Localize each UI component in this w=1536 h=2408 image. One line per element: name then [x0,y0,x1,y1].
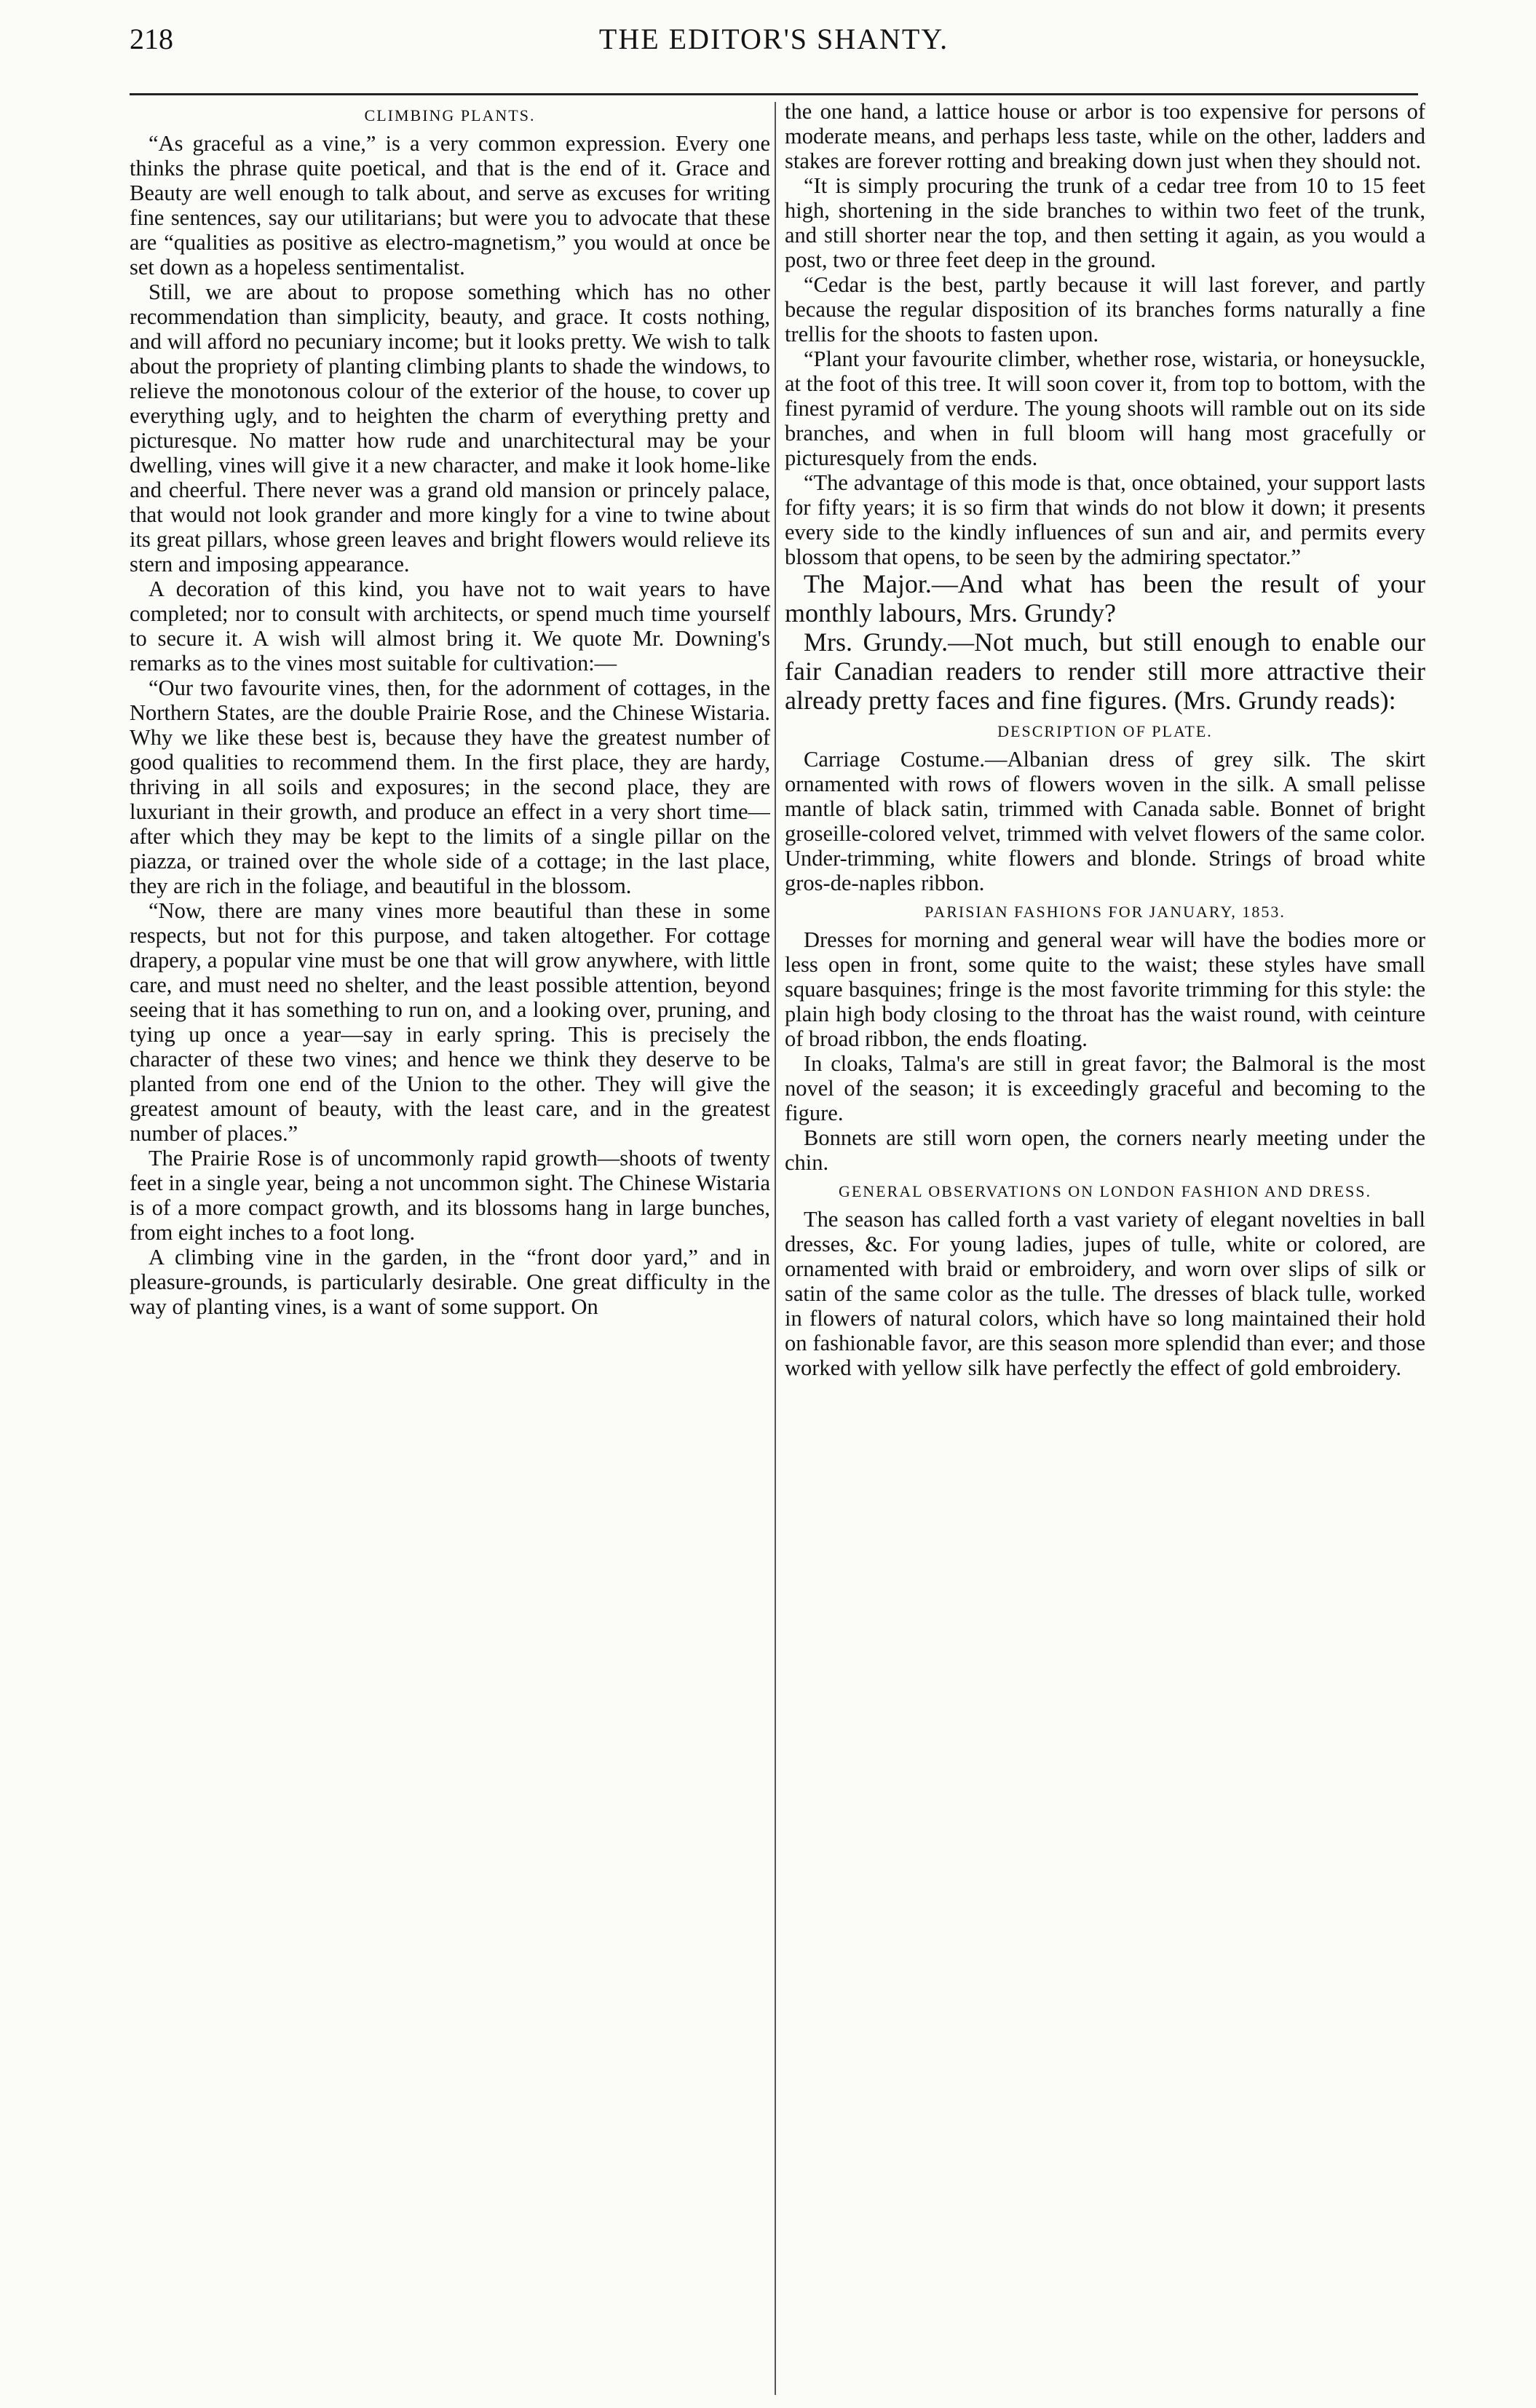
paragraph: “Our two favourite vines, then, for the adornment of cottages, in the Northern States, are the double Prairie Rose, and the Chinese Wistaria. Why we like these best is, because they have the greatest number of good qualities to recommend them. In the first place, they are hardy, thriving in all soils and exposures; in the second place, they are luxuriant in their growth, and produce an effect in a very short time—after which they may be kept to the limits of a single pillar on the piazza, or trained over the whole side of a cottage; in the last place, they are rich in the foliage, and beautiful in the blossom. [130,676,770,898]
paragraph: Dresses for morning and general wear will have the bodies more or less open in front, some quite to the waist; these styles have small square basquines; fringe is the most favorite trimming for this style: the plain high body closing to the throat has the waist round, with ceinture of broad ribbon, the ends floating. [785,927,1425,1051]
paragraph: A climbing vine in the garden, in the “front door yard,” and in pleasure-grounds, is particularly desirable. One great difficulty in the way of planting vines, is a want of some support. On [130,1245,770,1319]
right-column [785,99,1425,2399]
section-heading-london-fashion: GENERAL OBSERVATIONS ON LONDON FASHION AND DRESS. [838,1182,1372,1200]
paragraph: The season has called forth a vast variety of elegant novelties in ball dresses, &c. For young ladies, jupes of tulle, white or colored, are ornamented with braid or embroidery, and worn over slips of silk or satin of the same color as the tulle. The dresses of black tulle, worked in flowers of natural colors, which have so long maintained their hold on fashionable favor, are this season more splendid than ever; and those worked with yellow silk have perfectly the effect of gold embroidery. [785,1207,1425,1380]
paragraph: “The advantage of this mode is that, once obtained, your support lasts for fifty years; it is so firm that winds do not blow it down; it presents every side to the kindly influences of sun and air, and permits every blossom that opens, to be seen by the admiring spectator.” [785,470,1425,569]
page-number: 218 [130,23,173,55]
paragraph: Carriage Costume.—Albanian dress of grey silk. The skirt ornamented with rows of flowers woven in the silk. A small pelisse mantle of black satin, trimmed with Canada sable. Bonnet of bright groseille-colored velvet, trimmed with velvet flowers of the same color. Under-trimming, white flowers and blonde. Strings of broad white gros-de-naples ribbon. [785,747,1425,895]
paragraph: A decoration of this kind, you have not to wait years to have completed; nor to consult with architects, or spend much time yourself to secure it. A wish will almost bring it. We quote Mr. Downing's remarks as to the vines most suitable for cultivation:— [130,577,770,676]
paragraph: the one hand, a lattice house or arbor is too expensive for persons of moderate means, and perhaps less taste, while on the other, ladders and stakes are forever rotting and breaking down just when they should not. [785,99,1425,173]
dialogue-mrs-grundy: Mrs. Grundy.—Not much, but still enough to enable our fair Canadian readers to render still more attractive their already pretty faces and fine figures. (Mrs. Grundy reads): [785,627,1425,715]
dialogue-block [785,569,1425,715]
paragraph: “Now, there are many vines more beautiful than these in some respects, but not for this purpose, and taken altogether. For cottage drapery, a popular vine must be one that will grow anywhere, with little care, and must need no shelter, and the least possible attention, beyond seeing that it has something to run on, and a looking over, pruning, and tying up once a year—say in early spring. This is precisely the character of these two vines; and hence we think they deserve to be planted from one end of the Union to the other. They will give the greatest amount of beauty, with the least care, and in the greatest number of places.” [130,898,770,1146]
paragraph: The Prairie Rose is of uncommonly rapid growth—shoots of twenty feet in a single year, being a not uncommon sight. The Chinese Wistaria is of a more compact growth, and its blossoms hang in large bunches, from eight inches to a foot long. [130,1146,770,1245]
section-heading-climbing-plants: CLIMBING PLANTS. [364,106,536,124]
paragraph: “Cedar is the best, partly because it will last forever, and partly because the regular disposition of its branches forms naturally a fine trellis for the shoots to fasten upon. [785,272,1425,346]
paragraph: Still, we are about to propose something which has no other recommendation than simplicity, beauty, and grace. It costs nothing, and will afford no pecuniary income; but it looks pretty. We wish to talk about the propriety of planting climbing plants to shade the windows, to relieve the monotonous colour of the exterior of the house, to cover up everything ugly, and to heighten the charm of everything pretty and picturesque. No matter how rude and unarchitectural may be your dwelling, vines will give it a new character, and make it look home-like and cheerful. There never was a grand old mansion or princely palace, that would not look grander and more kingly for a vine to twine about its great pillars, whose green leaves and bright flowers would relieve its stern and imposing appearance. [130,280,770,577]
section-heading-parisian-fashions: PARISIAN FASHIONS FOR JANUARY, 1853. [925,903,1286,921]
running-title: THE EDITOR'S SHANTY. [598,23,949,55]
paragraph: In cloaks, Talma's are still in great favor; the Balmoral is the most novel of the season; it is exceedingly graceful and becoming to the figure. [785,1051,1425,1125]
left-column [130,99,770,2399]
paragraph: “As graceful as a vine,” is a very common expression. Every one thinks the phrase quite poetical, and that is the end of it. Grace and Beauty are well enough to talk about, and serve as excuses for writing fine sentences, say our utilitarians; but were you to advocate that these are “qualities as positive as electro-magnetism,” you would at once be set down as a hopeless sentimentalist. [130,131,770,280]
paragraph: Bonnets are still worn open, the corners nearly meeting under the chin. [785,1125,1425,1175]
page-header [130,22,1418,66]
paragraph: “It is simply procuring the trunk of a cedar tree from 10 to 15 feet high, shortening in the side branches to within two feet of the trunk, and still shorter near the top, and then setting it again, as you would a post, two or three feet deep in the ground. [785,173,1425,272]
header-rule [130,93,1418,95]
section-heading-plate: DESCRIPTION OF PLATE. [997,722,1213,740]
dialogue-major: The Major.—And what has been the result of your monthly labours, Mrs. Grundy? [785,569,1425,627]
column-divider [775,102,776,2395]
paragraph: “Plant your favourite climber, whether rose, wistaria, or honeysuckle, at the foot of this tree. It will soon cover it, from top to bottom, with the finest pyramid of verdure. The young shoots will ramble out on its side branches, and when in full bloom will hang most gracefully or picturesquely from the ends. [785,346,1425,470]
